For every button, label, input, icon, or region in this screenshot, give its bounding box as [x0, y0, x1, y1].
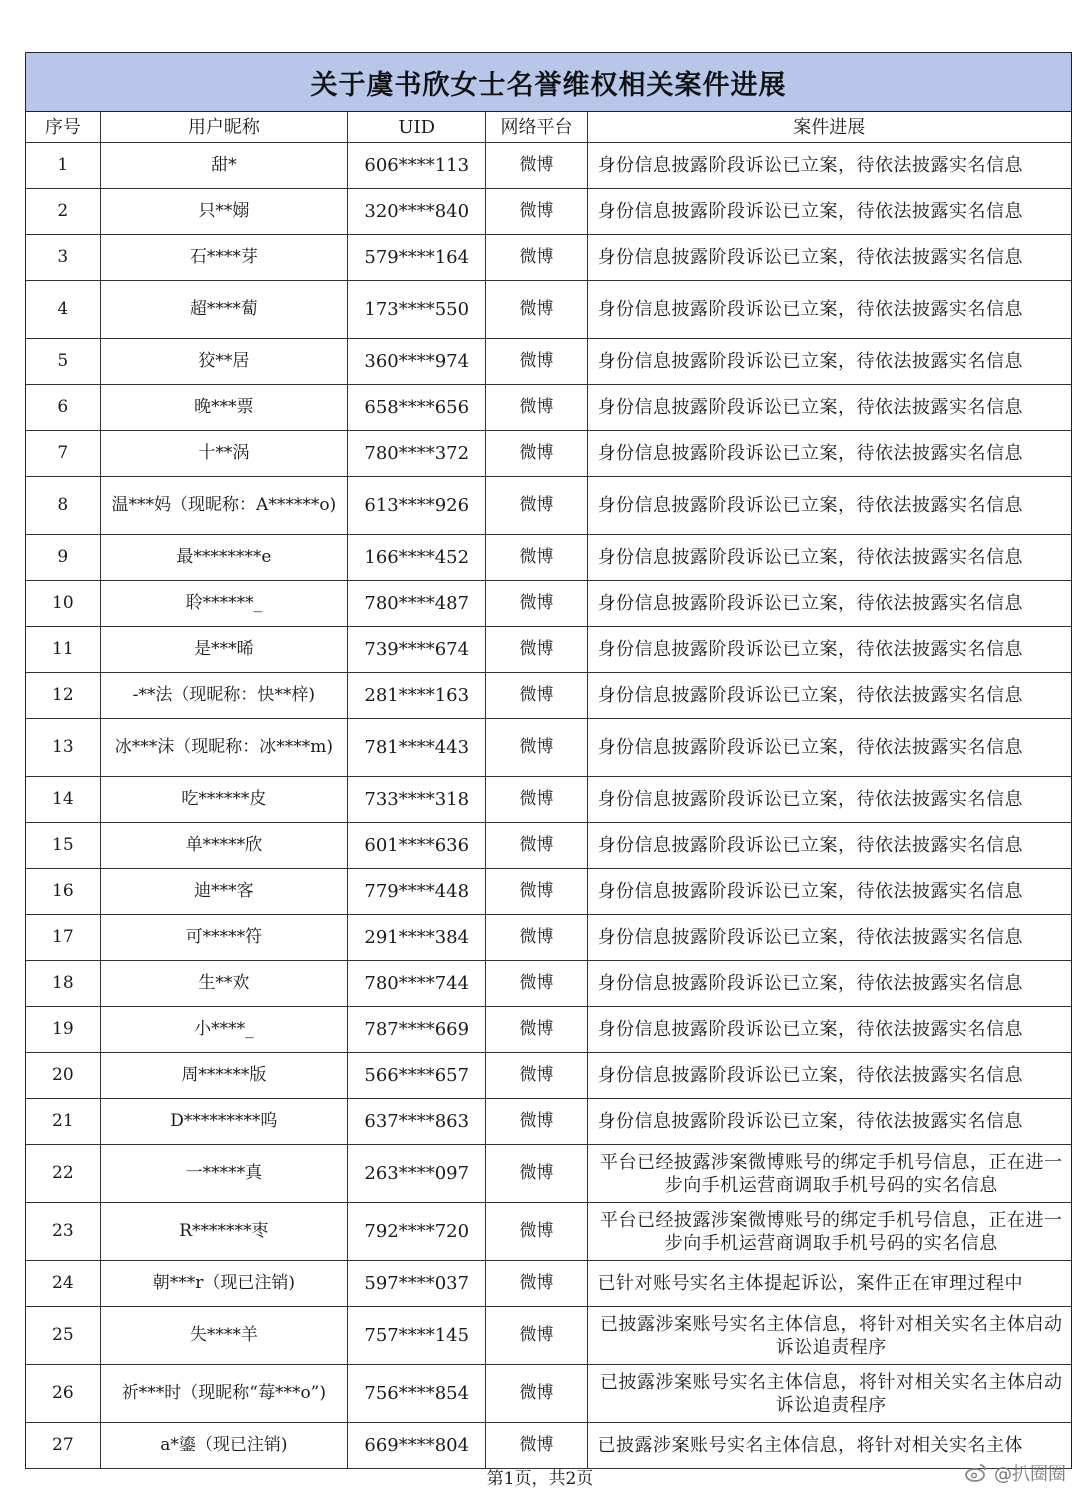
row-nickname: 朝***r（现已注销): [100, 1261, 347, 1307]
row-progress: 身份信息披露阶段诉讼已立案，待依法披露实名信息: [587, 915, 1071, 961]
row-progress: 平台已经披露涉案微博账号的绑定手机号信息，正在进一步向手机运营商调取手机号码的实名信息: [587, 1145, 1071, 1203]
table-row: [26, 235, 1071, 281]
row-uid: 601****636: [348, 823, 486, 869]
row-platform: 微博: [486, 339, 587, 385]
row-platform: 微博: [486, 477, 587, 535]
row-progress: 身份信息披露阶段诉讼已立案，待依法披露实名信息: [587, 1053, 1071, 1099]
row-nickname: 祈***时（现昵称“莓***o”): [100, 1365, 347, 1423]
row-platform: 微博: [486, 915, 587, 961]
row-progress: 身份信息披露阶段诉讼已立案，待依法披露实名信息: [587, 281, 1071, 339]
table-row: [26, 1053, 1071, 1099]
row-index: 26: [26, 1365, 100, 1423]
row-nickname: a*鎏（现已注销): [100, 1423, 347, 1469]
table-row: [26, 477, 1071, 535]
row-platform: 微博: [486, 1261, 587, 1307]
header-platform: 网络平台: [486, 112, 587, 143]
row-uid: 787****669: [348, 1007, 486, 1053]
row-platform: 微博: [486, 823, 587, 869]
table-row: [26, 431, 1071, 477]
row-platform: 微博: [486, 1053, 587, 1099]
row-nickname: 聆******_: [100, 581, 347, 627]
row-progress: 身份信息披露阶段诉讼已立案，待依法披露实名信息: [587, 535, 1071, 581]
row-platform: 微博: [486, 1307, 587, 1365]
row-uid: 606****113: [348, 143, 486, 189]
table-row: [26, 281, 1071, 339]
document-title: 关于虞书欣女士名誉维权相关案件进展: [310, 69, 787, 101]
row-progress: 身份信息披露阶段诉讼已立案，待依法披露实名信息: [587, 1007, 1071, 1053]
row-nickname: 狡**居: [100, 339, 347, 385]
row-progress: 身份信息披露阶段诉讼已立案，待依法披露实名信息: [587, 777, 1071, 823]
table-row: [26, 1007, 1071, 1053]
row-uid: 637****863: [348, 1099, 486, 1145]
row-platform: 微博: [486, 627, 587, 673]
row-progress: 已针对账号实名主体提起诉讼，案件正在审理过程中: [587, 1261, 1071, 1307]
row-index: 10: [26, 581, 100, 627]
row-uid: 360****974: [348, 339, 486, 385]
row-uid: 281****163: [348, 673, 486, 719]
row-nickname: 冰***沫（现昵称：冰****m): [100, 719, 347, 777]
header-uid: UID: [348, 112, 486, 143]
row-nickname: 石****芽: [100, 235, 347, 281]
table-row: [26, 1203, 1071, 1261]
row-uid: 792****720: [348, 1203, 486, 1261]
row-nickname: 可*****符: [100, 915, 347, 961]
table-row: [26, 1145, 1071, 1203]
row-index: 24: [26, 1261, 100, 1307]
table-row: [26, 385, 1071, 431]
row-progress: 身份信息披露阶段诉讼已立案，待依法披露实名信息: [587, 961, 1071, 1007]
row-progress: 身份信息披露阶段诉讼已立案，待依法披露实名信息: [587, 1099, 1071, 1145]
row-uid: 756****854: [348, 1365, 486, 1423]
row-platform: 微博: [486, 719, 587, 777]
table-row: [26, 535, 1071, 581]
row-progress: 已披露涉案账号实名主体信息，将针对相关实名主体启动诉讼追责程序: [587, 1307, 1071, 1365]
row-index: 21: [26, 1099, 100, 1145]
row-index: 12: [26, 673, 100, 719]
table-row: [26, 1261, 1071, 1307]
row-index: 14: [26, 777, 100, 823]
table-row: [26, 189, 1071, 235]
row-index: 18: [26, 961, 100, 1007]
row-uid: 613****926: [348, 477, 486, 535]
row-index: 4: [26, 281, 100, 339]
table-row: [26, 719, 1071, 777]
row-nickname: 十**涡: [100, 431, 347, 477]
row-nickname: 只**嫋: [100, 189, 347, 235]
row-platform: 微博: [486, 535, 587, 581]
row-nickname: 单*****欣: [100, 823, 347, 869]
row-progress: 身份信息披露阶段诉讼已立案，待依法披露实名信息: [587, 869, 1071, 915]
row-index: 17: [26, 915, 100, 961]
row-nickname: 超****蔔: [100, 281, 347, 339]
row-platform: 微博: [486, 581, 587, 627]
row-progress: 已披露涉案账号实名主体信息，将针对相关实名主体: [587, 1423, 1071, 1469]
row-platform: 微博: [486, 673, 587, 719]
row-nickname: 周******版: [100, 1053, 347, 1099]
row-uid: 779****448: [348, 869, 486, 915]
row-uid: 733****318: [348, 777, 486, 823]
table-row: [26, 869, 1071, 915]
case-table-frame: [25, 52, 1072, 1469]
row-platform: 微博: [486, 189, 587, 235]
table-row: [26, 627, 1071, 673]
row-progress: 身份信息披露阶段诉讼已立案，待依法披露实名信息: [587, 143, 1071, 189]
row-index: 25: [26, 1307, 100, 1365]
row-index: 2: [26, 189, 100, 235]
row-nickname: 一*****真: [100, 1145, 347, 1203]
row-nickname: 是***晞: [100, 627, 347, 673]
row-progress: 身份信息披露阶段诉讼已立案，待依法披露实名信息: [587, 235, 1071, 281]
row-uid: 757****145: [348, 1307, 486, 1365]
table-row: [26, 915, 1071, 961]
row-uid: 781****443: [348, 719, 486, 777]
table-row: [26, 777, 1071, 823]
row-index: 23: [26, 1203, 100, 1261]
row-nickname: -**法（现昵称：快**梓): [100, 673, 347, 719]
row-uid: 566****657: [348, 1053, 486, 1099]
table-row: [26, 1307, 1071, 1365]
row-index: 11: [26, 627, 100, 673]
row-progress: 身份信息披露阶段诉讼已立案，待依法披露实名信息: [587, 431, 1071, 477]
row-platform: 微博: [486, 385, 587, 431]
row-progress: 身份信息披露阶段诉讼已立案，待依法披露实名信息: [587, 385, 1071, 431]
row-platform: 微博: [486, 1007, 587, 1053]
row-platform: 微博: [486, 431, 587, 477]
row-index: 22: [26, 1145, 100, 1203]
row-uid: 173****550: [348, 281, 486, 339]
row-nickname: 吃******皮: [100, 777, 347, 823]
watermark: [964, 1460, 1066, 1486]
row-uid: 320****840: [348, 189, 486, 235]
row-platform: 微博: [486, 143, 587, 189]
row-progress: 身份信息披露阶段诉讼已立案，待依法披露实名信息: [587, 673, 1071, 719]
row-progress: 身份信息披露阶段诉讼已立案，待依法披露实名信息: [587, 719, 1071, 777]
row-platform: 微博: [486, 281, 587, 339]
row-nickname: 迪***客: [100, 869, 347, 915]
row-uid: 166****452: [348, 535, 486, 581]
row-progress: 平台已经披露涉案微博账号的绑定手机号信息，正在进一步向手机运营商调取手机号码的实名信息: [587, 1203, 1071, 1261]
watermark-text: @扒圈圈: [994, 1464, 1066, 1485]
row-nickname: D*********呜: [100, 1099, 347, 1145]
table-row: [26, 1099, 1071, 1145]
row-index: 1: [26, 143, 100, 189]
row-platform: 微博: [486, 777, 587, 823]
row-platform: 微博: [486, 1423, 587, 1469]
weibo-logo-icon: [964, 1461, 988, 1485]
row-nickname: 温***妈（现昵称：A******o): [100, 477, 347, 535]
header-progress: 案件进展: [587, 112, 1071, 143]
row-index: 15: [26, 823, 100, 869]
row-nickname: 失****羊: [100, 1307, 347, 1365]
row-progress: 身份信息披露阶段诉讼已立案，待依法披露实名信息: [587, 339, 1071, 385]
row-nickname: 生**欢: [100, 961, 347, 1007]
table-body: [26, 143, 1071, 1469]
row-index: 16: [26, 869, 100, 915]
row-uid: 579****164: [348, 235, 486, 281]
page-number: 第1页，共2页: [486, 1469, 594, 1489]
row-progress: 身份信息披露阶段诉讼已立案，待依法披露实名信息: [587, 189, 1071, 235]
table-row: [26, 961, 1071, 1007]
row-index: 13: [26, 719, 100, 777]
row-platform: 微博: [486, 961, 587, 1007]
row-index: 8: [26, 477, 100, 535]
row-index: 3: [26, 235, 100, 281]
table-row: [26, 1365, 1071, 1423]
table-row: [26, 143, 1071, 189]
row-uid: 739****674: [348, 627, 486, 673]
row-index: 19: [26, 1007, 100, 1053]
row-uid: 780****487: [348, 581, 486, 627]
row-platform: 微博: [486, 1365, 587, 1423]
row-progress: 身份信息披露阶段诉讼已立案，待依法披露实名信息: [587, 477, 1071, 535]
row-progress: 已披露涉案账号实名主体信息，将针对相关实名主体启动诉讼追责程序: [587, 1365, 1071, 1423]
table-row: [26, 339, 1071, 385]
row-uid: 597****037: [348, 1261, 486, 1307]
row-index: 27: [26, 1423, 100, 1469]
row-uid: 780****372: [348, 431, 486, 477]
row-progress: 身份信息披露阶段诉讼已立案，待依法披露实名信息: [587, 823, 1071, 869]
row-index: 20: [26, 1053, 100, 1099]
row-nickname: 最********e: [100, 535, 347, 581]
table-row: [26, 673, 1071, 719]
row-progress: 身份信息披露阶段诉讼已立案，待依法披露实名信息: [587, 581, 1071, 627]
row-nickname: 小****_: [100, 1007, 347, 1053]
row-index: 7: [26, 431, 100, 477]
row-platform: 微博: [486, 1203, 587, 1261]
row-uid: 291****384: [348, 915, 486, 961]
header-nickname: 用户昵称: [100, 112, 347, 143]
table-row: [26, 1423, 1071, 1469]
row-uid: 263****097: [348, 1145, 486, 1203]
row-uid: 669****804: [348, 1423, 486, 1469]
row-index: 9: [26, 535, 100, 581]
title-bar: [26, 53, 1071, 112]
row-platform: 微博: [486, 869, 587, 915]
row-platform: 微博: [486, 235, 587, 281]
row-index: 5: [26, 339, 100, 385]
row-nickname: 甜*: [100, 143, 347, 189]
row-platform: 微博: [486, 1145, 587, 1203]
case-progress-table: [26, 112, 1071, 1469]
row-index: 6: [26, 385, 100, 431]
table-row: [26, 581, 1071, 627]
table-header-row: [26, 112, 1071, 143]
row-uid: 658****656: [348, 385, 486, 431]
table-row: [26, 823, 1071, 869]
row-nickname: R*******枣: [100, 1203, 347, 1261]
row-platform: 微博: [486, 1099, 587, 1145]
row-nickname: 晚***票: [100, 385, 347, 431]
row-uid: 780****744: [348, 961, 486, 1007]
header-index: 序号: [26, 112, 100, 143]
row-progress: 身份信息披露阶段诉讼已立案，待依法披露实名信息: [587, 627, 1071, 673]
